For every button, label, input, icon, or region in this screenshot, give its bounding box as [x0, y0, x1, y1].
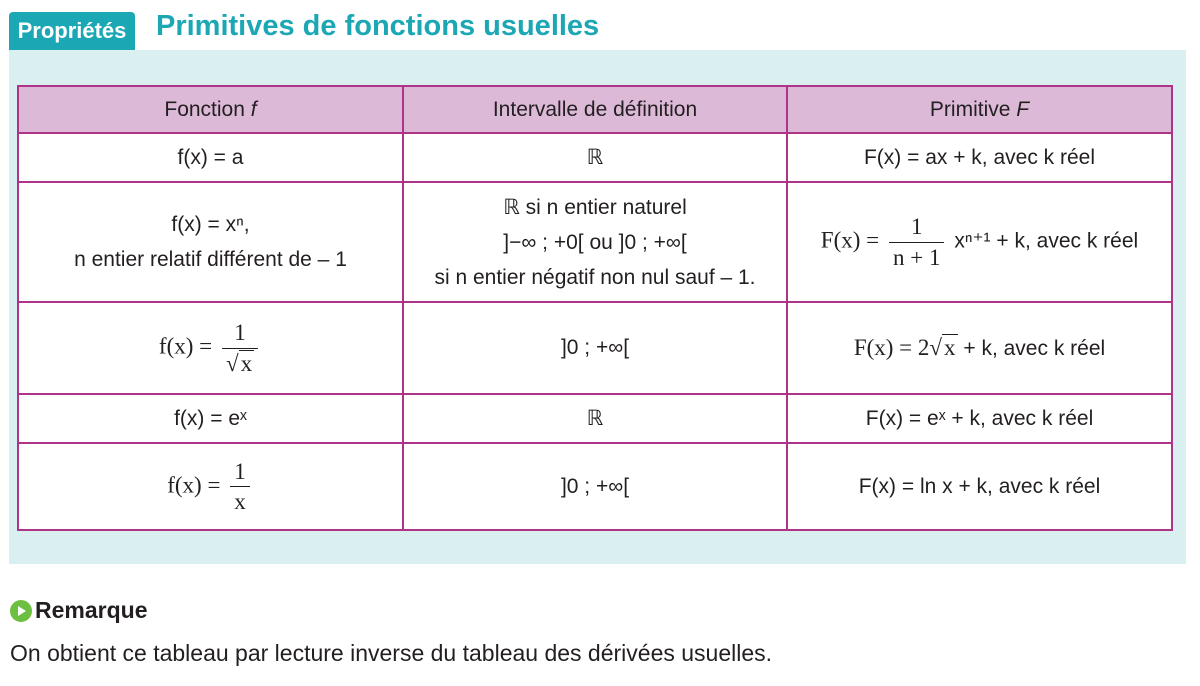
page-title: Primitives de fonctions usuelles — [156, 10, 600, 42]
fraction — [889, 214, 944, 270]
radicand: x — [944, 335, 956, 360]
fraction-denominator: n + 1 — [892, 244, 941, 270]
cell-primitive: F(x) = ax + k, avec k réel — [787, 133, 1172, 182]
cell-primitive — [787, 182, 1172, 302]
primitives-table — [17, 85, 1173, 531]
table-row — [18, 133, 1172, 182]
interval-line: ℝ si n entier naturel — [503, 195, 687, 219]
cell-function — [18, 443, 403, 530]
primitive-left: F(x) = — [820, 227, 880, 253]
table-row — [18, 394, 1172, 443]
primitive-right: + k, avec k réel — [957, 337, 1106, 360]
interval-line: ]−∞ ; +0[ ou ]0 ; +∞[ — [503, 230, 687, 254]
header-interval: Intervalle de définition — [403, 86, 787, 133]
cell-function — [18, 302, 403, 394]
sqrt-icon: √x — [929, 335, 956, 360]
cell-interval: ℝ — [403, 394, 787, 443]
cell-function: f(x) = eˣ — [18, 394, 403, 443]
fraction-denominator — [222, 349, 258, 376]
table-row — [18, 182, 1172, 302]
table-row — [18, 443, 1172, 530]
remark-heading — [10, 597, 147, 624]
properties-badge: Propriétés — [9, 12, 135, 50]
remark-text: On obtient ce tableau par lecture inverse du tableau des dérivées usuelles. — [10, 640, 773, 666]
table-header-row — [18, 86, 1172, 133]
fraction — [230, 459, 250, 515]
interval-line: si n entier négatif non nul sauf – 1. — [434, 265, 756, 289]
fraction-numerator: 1 — [222, 320, 258, 348]
radicand: x — [240, 350, 253, 376]
cell-interval: ]0 ; +∞[ — [403, 302, 787, 394]
cell-primitive: F(x) = eˣ + k, avec k réel — [787, 394, 1172, 443]
fraction-denominator: x — [234, 489, 246, 514]
remark-title: Remarque — [35, 597, 148, 623]
sqrt-icon: √x — [225, 350, 253, 376]
header-primitive: Primitive F — [787, 86, 1172, 133]
cell-function — [18, 182, 403, 302]
function-left: f(x) = — [167, 472, 221, 498]
table-row — [18, 302, 1172, 394]
cell-interval: ]0 ; +∞[ — [403, 443, 787, 530]
cell-primitive: F(x) = ln x + k, avec k réel — [787, 443, 1172, 530]
primitive-right: xⁿ⁺¹ + k, avec k réel — [954, 229, 1139, 253]
function-formula: f(x) = xⁿ, — [171, 213, 250, 236]
cell-function: f(x) = a — [18, 133, 403, 182]
primitive-left: F(x) = 2 — [853, 335, 930, 360]
cell-primitive — [787, 302, 1172, 394]
header-function: Fonction f — [18, 86, 403, 133]
cell-interval: ℝ — [403, 133, 787, 182]
fraction — [222, 320, 258, 376]
play-icon — [10, 600, 32, 622]
fraction-numerator: 1 — [230, 459, 250, 487]
function-left: f(x) = — [158, 333, 213, 359]
function-condition: n entier relatif différent de – 1 — [74, 248, 347, 271]
cell-interval — [403, 182, 787, 302]
fraction-numerator: 1 — [889, 214, 944, 242]
